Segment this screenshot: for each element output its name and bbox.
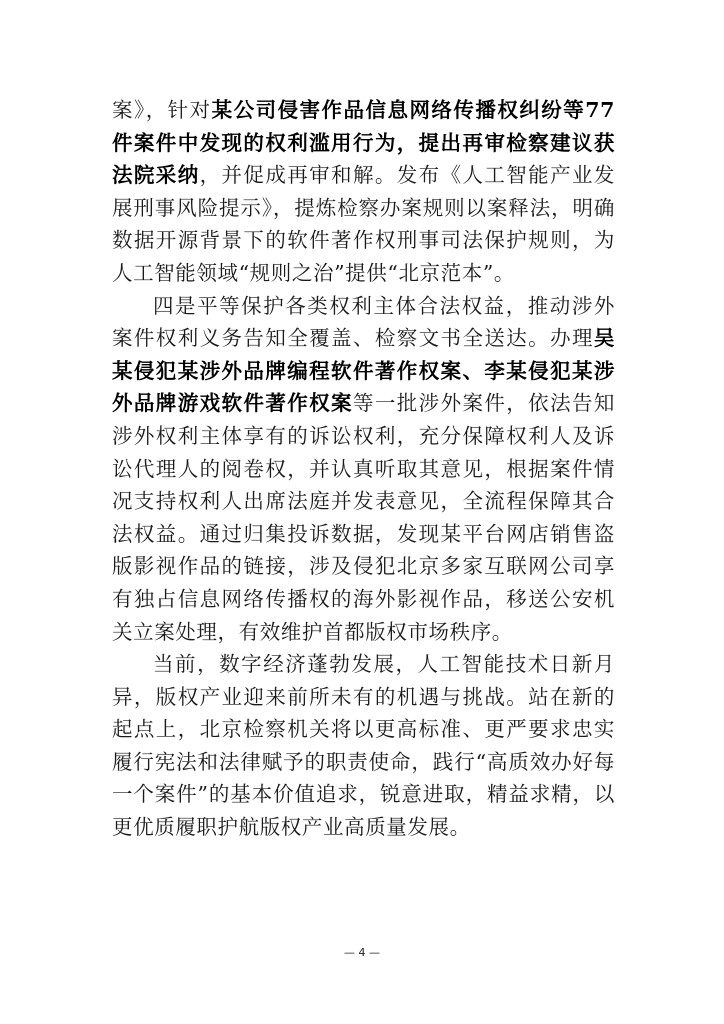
bold-text-run: 吴某侵犯某涉外品牌编程软件著作权案、李某侵犯某涉外品牌游戏软件著作权案 [112,326,615,416]
paragraph-2 [112,290,615,649]
text-run: 等一批涉外案件，依法告知涉外权利主体享有的诉讼权利，充分保障权利人及诉讼代理人的阅卷权，并认真听取其意见，根据案件情况支持权利人出席法庭并发表意见，全流程保障其合法权益。通过归集投诉数据，发现某平台网店销售盗版影视作品的链接，涉及侵犯北京多家互联网公司享有独占信息网络传播权的海外影视作品，移送公安机关立案处理，有效维护首都版权市场秩序。 [112,391,615,644]
paragraph-3 [112,648,615,844]
text-run: 当前，数字经济蓬勃发展，人工智能技术日新月异，版权产业迎来前所未有的机遇与挑战。站在新的起点上，北京检察机关将以更高标准、更严要求忠实履行宪法和法律赋予的职责使命，践行“高质效办好每一个案件”的基本价值追求，锐意进取，精益求精，以更优质履职护航版权产业高质量发展。 [112,652,615,840]
paragraph-1 [112,94,615,290]
text-run: ，并促成再审和解。发布《人工智能产业发展刑事风险提示》，提炼检察办案规则以案释法，明确数据开源背景下的软件著作权刑事司法保护规则，为人工智能领域“规则之治”提供“北京范本”。 [112,163,615,285]
text-run: 案》，针对 [112,98,212,122]
document-body [112,94,615,844]
text-run: 四是平等保护各类权利主体合法权益，推动涉外案件权利义务告知全覆盖、检察文书全送达。办理 [112,293,615,351]
page-number: — 4 — [344,946,380,959]
bold-text-run: 某公司侵害作品信息网络传播权纠纷等77件案件中发现的权利滥用行为，提出再审检察建议获法院采纳 [112,98,615,188]
